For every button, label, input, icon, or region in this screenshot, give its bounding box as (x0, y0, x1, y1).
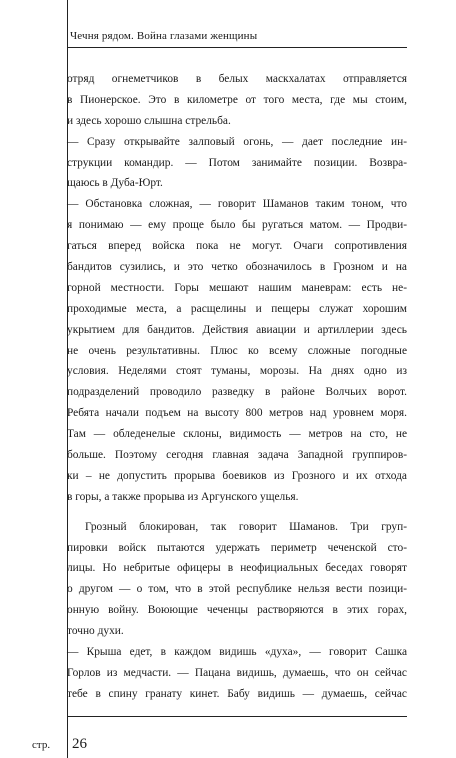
text-line: лицы. Но небритые офицеры в неофициальных беседах говорят (67, 562, 407, 575)
text-line: тебе в спину гранату кинет. Бабу видишь — думаешь, сейчас (67, 687, 407, 700)
text-line: проходимые места, а расщелины и пещеры служат хорошим (67, 302, 407, 315)
text-line: струкции командир. — Потом занимайте позиции. Возвра- (67, 156, 407, 169)
text-line: укрытием для бандитов. Действия авиации и артиллерии здесь (67, 323, 407, 336)
body-text (67, 69, 407, 705)
text-line: бандитов сузились, и это четко обозначилось в Грозном и на (67, 261, 407, 274)
text-line: Грозный блокирован, так говорит Шаманов. Три груп- (85, 520, 407, 533)
text-line: отряд огнеметчиков в белых маскхалатах отправляется (67, 73, 407, 85)
text-line: подразделений проводило разведку в районе Волчьих ворот. (67, 386, 407, 399)
text-line: о другом — о том, что в этой республике нельзя вести позици- (67, 583, 407, 596)
header-rule (67, 47, 407, 48)
text-line: в горы, а также прорыва из Аргунского ущелья. (67, 490, 299, 503)
text-line: Ребята начали подъем на высоту 800 метров над уровнем моря. (67, 407, 407, 420)
page-label: стр. (32, 739, 51, 751)
text-line: я понимаю — ему проще было бы ругаться матом. — Продви- (67, 219, 407, 232)
text-line: — Обстановка сложная, — говорит Шаманов таким тоном, что (67, 198, 407, 211)
text-line: горной местности. Горы мешают нашим маневрам: есть не- (67, 281, 407, 294)
text-line: в Пионерское. Это в километре от того места, где мы стоим, (67, 93, 407, 106)
text-line: Там — обледенелые склоны, видимость — метров на сто, не (67, 428, 407, 441)
text-line: условия. Неделями стоят туманы, морозы. На днях одно из (67, 365, 407, 378)
page-number: 26 (72, 736, 87, 752)
text-line: ки – не допустить прорыва боевиков из Грозного и их отхода (67, 469, 407, 482)
footer-rule (67, 716, 407, 717)
text-line: пировки войск пытаются удержать периметр чеченской сто- (67, 541, 407, 554)
text-line: гаться вперед войска пока не могут. Очаги сопротивления (67, 240, 407, 253)
text-line: — Сразу открывайте залповый огонь, — дает последние ин- (67, 135, 407, 148)
text-line: не очень результативны. Плюс ко всему сложные погодные (67, 344, 407, 357)
text-line: онную войну. Воюющие чеченцы растворяются в этих горах, (67, 604, 407, 617)
running-title: Чечня рядом. Война глазами женщины (70, 30, 258, 42)
text-line: Горлов из медчасти. — Пацана видишь, думаешь, что он сейчас (67, 666, 407, 679)
text-line: больше. Поэтому сегодня главная задача Западной группиров- (67, 449, 407, 462)
text-line: точно духи. (67, 625, 124, 638)
text-line: щаюсь в Дуба-Юрт. (67, 177, 163, 190)
text-line: — Крыша едет, в каждом видишь «духа», — говорит Сашка (67, 646, 407, 659)
text-line: и здесь хорошо слышна стрельба. (67, 114, 231, 127)
